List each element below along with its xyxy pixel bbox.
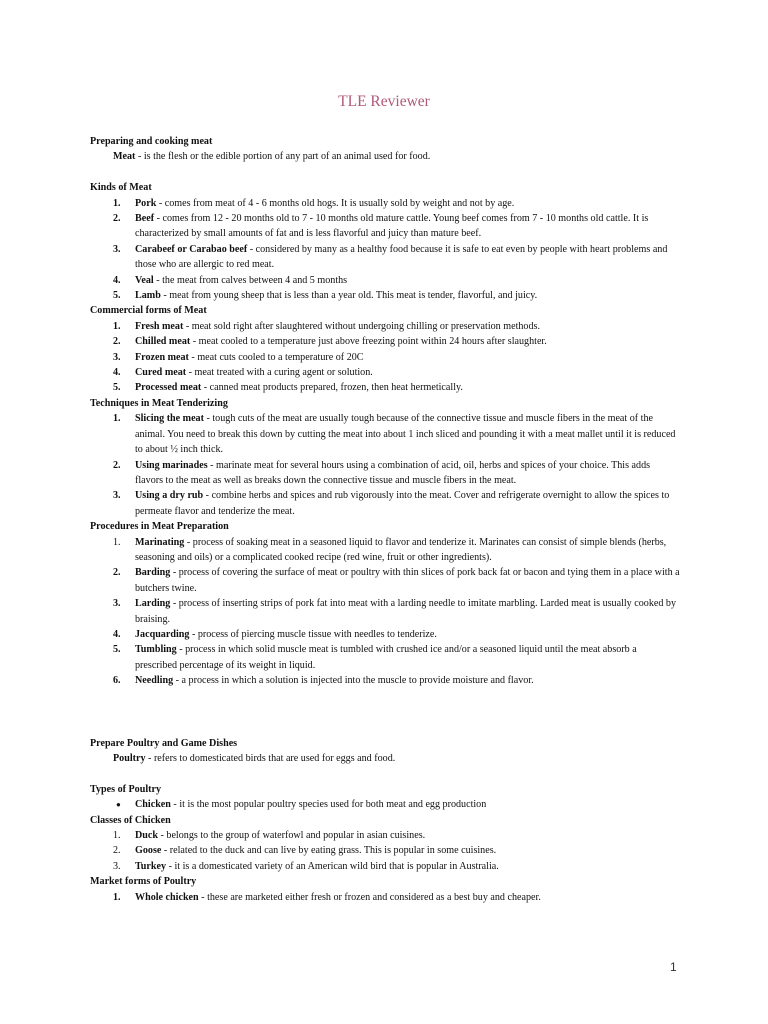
list-tenderizing <box>90 411 680 519</box>
list-item-term: Veal <box>135 274 154 286</box>
list-item-description: - these are marketed either fresh or frozen and considered as a best buy and cheaper. <box>198 891 541 903</box>
list-item-term: Using marinades <box>135 459 208 471</box>
term: Meat <box>113 151 136 163</box>
list-item-term: Whole chicken <box>135 891 199 903</box>
list-item-number: 5. <box>113 644 121 656</box>
list-item-description: - meat cooled to a temperature just above freezing point within 24 hours after slaughter. <box>190 336 547 348</box>
list-item-description: - considered by many as a healthy food because it is safe to eat even by people with heart problems and those who are allergic to red meat. <box>135 243 668 271</box>
section-heading-classes-of-chicken: Classes of Chicken <box>90 814 171 826</box>
list-item <box>90 565 680 596</box>
list-item <box>90 196 680 211</box>
section-heading-market-forms: Market forms of Poultry <box>90 876 197 888</box>
list-item-number: 2. <box>113 336 121 348</box>
section-heading-kinds-of-meat: Kinds of Meat <box>90 182 152 194</box>
definition-text: - is the flesh or the edible portion of any part of an animal used for food. <box>135 151 431 163</box>
list-item-number: ● <box>116 800 121 810</box>
list-item-term: Tumbling <box>135 644 177 656</box>
list-commercial-forms <box>90 319 680 396</box>
list-item-number: 4. <box>113 367 121 379</box>
list-item-number: 4. <box>113 628 121 640</box>
list-item <box>90 859 680 874</box>
section-heading-poultry: Prepare Poultry and Game Dishes <box>90 737 238 749</box>
list-item <box>90 334 680 349</box>
list-item-term: Turkey <box>135 860 167 872</box>
page-number: 1 <box>670 960 677 974</box>
list-item-term: Chilled meat <box>135 336 191 348</box>
list-item <box>90 350 680 365</box>
list-item-number: 1. <box>113 891 121 903</box>
list-item-number: 3. <box>113 598 121 610</box>
list-item-number: 1. <box>113 536 121 548</box>
definition-text: - refers to domesticated birds that are used for eggs and food. <box>145 753 396 765</box>
list-item <box>90 843 680 858</box>
list-item <box>90 211 680 242</box>
list-item-number: 1. <box>113 830 121 842</box>
list-item-description: - a process in which a solution is injected into the muscle to provide moisture and flavor. <box>173 675 534 687</box>
list-item-number: 2. <box>113 213 121 225</box>
list-item-description: - process of inserting strips of pork fat into meat with a larding needle to imitate marbling. Larded meat is usually cooked by braising. <box>135 598 677 625</box>
list-types-of-poultry <box>90 797 680 812</box>
list-item <box>90 288 680 303</box>
list-item-description: - comes from meat of 4 - 6 months old hogs. It is usually sold by weight and not by age. <box>156 197 515 209</box>
list-market-forms <box>90 890 680 905</box>
list-item-description: - marinate meat for several hours using a combination of acid, oil, herbs and spices of your choice. This adds flavors to the meat as well as breaks down the connective tissue and muscle fibers in the meat. <box>135 459 651 486</box>
section-heading-procedures: Procedures in Meat Preparation <box>90 521 229 533</box>
list-item <box>90 242 680 273</box>
list-item-description: - process of soaking meat in a seasoned liquid to flavor and tenderize it. Marinates can consist of simple blends (herbs, seasoning and oils) or a complicated cooked recipe (red wine, fruit or other ingredients). <box>135 536 667 563</box>
list-item <box>90 890 680 905</box>
list-item-term: Marinating <box>135 536 185 548</box>
document-title: TLE Reviewer <box>338 93 430 110</box>
list-item-number: 5. <box>113 382 121 394</box>
list-item-term: Duck <box>135 830 158 842</box>
list-item-number: 1. <box>113 320 121 332</box>
section-heading-commercial-forms: Commercial forms of Meat <box>90 305 207 317</box>
list-item-term: Slicing the meat <box>135 413 204 425</box>
list-item-number: 2. <box>113 845 121 857</box>
section-heading-types-of-poultry: Types of Poultry <box>90 783 162 795</box>
section-heading-tenderizing: Techniques in Meat Tenderizing <box>90 397 228 409</box>
list-item-term: Lamb <box>135 290 161 302</box>
list-item-description: - process in which solid muscle meat is tumbled with crushed ice and/or a seasoned liquid until the meat absorb a prescribed percentage of its weight in liquid. <box>135 644 637 671</box>
list-item-term: Goose <box>135 845 162 857</box>
list-item-number: 4. <box>113 274 121 286</box>
list-item <box>90 627 680 642</box>
list-item-term: Barding <box>135 567 171 579</box>
list-procedures <box>90 535 680 689</box>
document-body <box>90 134 680 905</box>
list-item <box>90 488 680 519</box>
list-item <box>90 673 680 688</box>
list-item <box>90 319 680 334</box>
list-item-description: - belongs to the group of waterfowl and popular in asian cuisines. <box>158 830 426 842</box>
list-item-term: Frozen meat <box>135 351 189 363</box>
list-item-description: - it is the most popular poultry species used for both meat and egg production <box>170 799 487 811</box>
list-item-description: - meat sold right after slaughtered without undergoing chilling or preservation methods. <box>183 320 540 332</box>
list-item-term: Carabeef or Carabao beef <box>135 243 248 255</box>
list-item-description: - combine herbs and spices and rub vigorously into the meat. Cover and refrigerate overnight to allow the spices to permeate flavor and tenderize the meat. <box>135 490 670 517</box>
list-item-description: - it is a domesticated variety of an American wild bird that is popular in Australia. <box>166 860 499 872</box>
list-item <box>90 365 680 380</box>
list-item <box>90 642 680 673</box>
list-kinds-of-meat <box>90 196 680 304</box>
list-item-number: 3. <box>113 490 121 502</box>
list-item-term: Pork <box>135 197 157 209</box>
list-item <box>90 458 680 489</box>
list-item-description: - related to the duck and can live by eating grass. This is popular in some cuisines. <box>161 845 497 857</box>
list-item-term: Chicken <box>135 799 171 811</box>
list-item-term: Fresh meat <box>135 320 184 332</box>
list-item-description: - process of covering the surface of meat or poultry with thin slices of pork back fat or bacon and tying them in a place with a butchers twine. <box>135 567 680 594</box>
list-item-description: - process of piercing muscle tissue with needles to tenderize. <box>189 628 437 640</box>
term: Poultry <box>113 753 146 765</box>
list-item-number: 3. <box>113 860 121 872</box>
list-item-number: 1. <box>113 413 121 425</box>
list-classes-of-chicken <box>90 828 680 874</box>
list-item-term: Jacquarding <box>135 628 190 640</box>
section-heading-preparing-meat: Preparing and cooking meat <box>90 136 213 147</box>
list-item-description: - meat from young sheep that is less than a year old. This meat is tender, flavorful, and juicy. <box>160 290 538 302</box>
list-item <box>90 273 680 288</box>
list-item <box>90 380 680 395</box>
definition-meat <box>90 149 680 164</box>
list-item-term: Beef <box>135 213 155 225</box>
list-item-description: - meat cuts cooled to a temperature of 20C <box>188 351 364 363</box>
list-item-term: Larding <box>135 598 171 610</box>
list-item-description: - the meat from calves between 4 and 5 months <box>153 274 348 286</box>
list-item-number: 3. <box>113 351 121 363</box>
list-item-term: Needling <box>135 675 174 687</box>
list-item <box>90 828 680 843</box>
list-item <box>90 535 680 566</box>
list-item-number: 3. <box>113 243 121 255</box>
list-item <box>90 411 680 457</box>
list-item-term: Processed meat <box>135 382 202 394</box>
list-item-description: - canned meat products prepared, frozen, then heat hermetically. <box>201 382 463 394</box>
list-item-description: - comes from 12 - 20 months old to 7 - 10 months old mature cattle. Young beef comes from 7 - 10 months old cattle. It is characterized by small amounts of fat and is less flavorful and juicy than mature beef. <box>135 213 649 240</box>
list-item-number: 2. <box>113 567 121 579</box>
list-item-number: 5. <box>113 290 121 302</box>
list-item-term: Using a dry rub <box>135 490 204 502</box>
list-item-number: 1. <box>113 197 121 209</box>
list-item-number: 6. <box>113 675 121 687</box>
list-item-term: Cured meat <box>135 367 187 379</box>
list-item <box>90 797 680 812</box>
list-item-description: - tough cuts of the meat are usually tough because of the connective tissue and muscle fibers in the meat of the animal. You need to break this down by cutting the meat into about 1 inch sliced and pounding it with a meat mallet until it is reduced to about ½ inch thick. <box>135 413 676 456</box>
list-item-description: - meat treated with a curing agent or solution. <box>186 367 373 379</box>
list-item <box>90 596 680 627</box>
list-item-number: 2. <box>113 459 121 471</box>
definition-poultry <box>90 751 680 766</box>
